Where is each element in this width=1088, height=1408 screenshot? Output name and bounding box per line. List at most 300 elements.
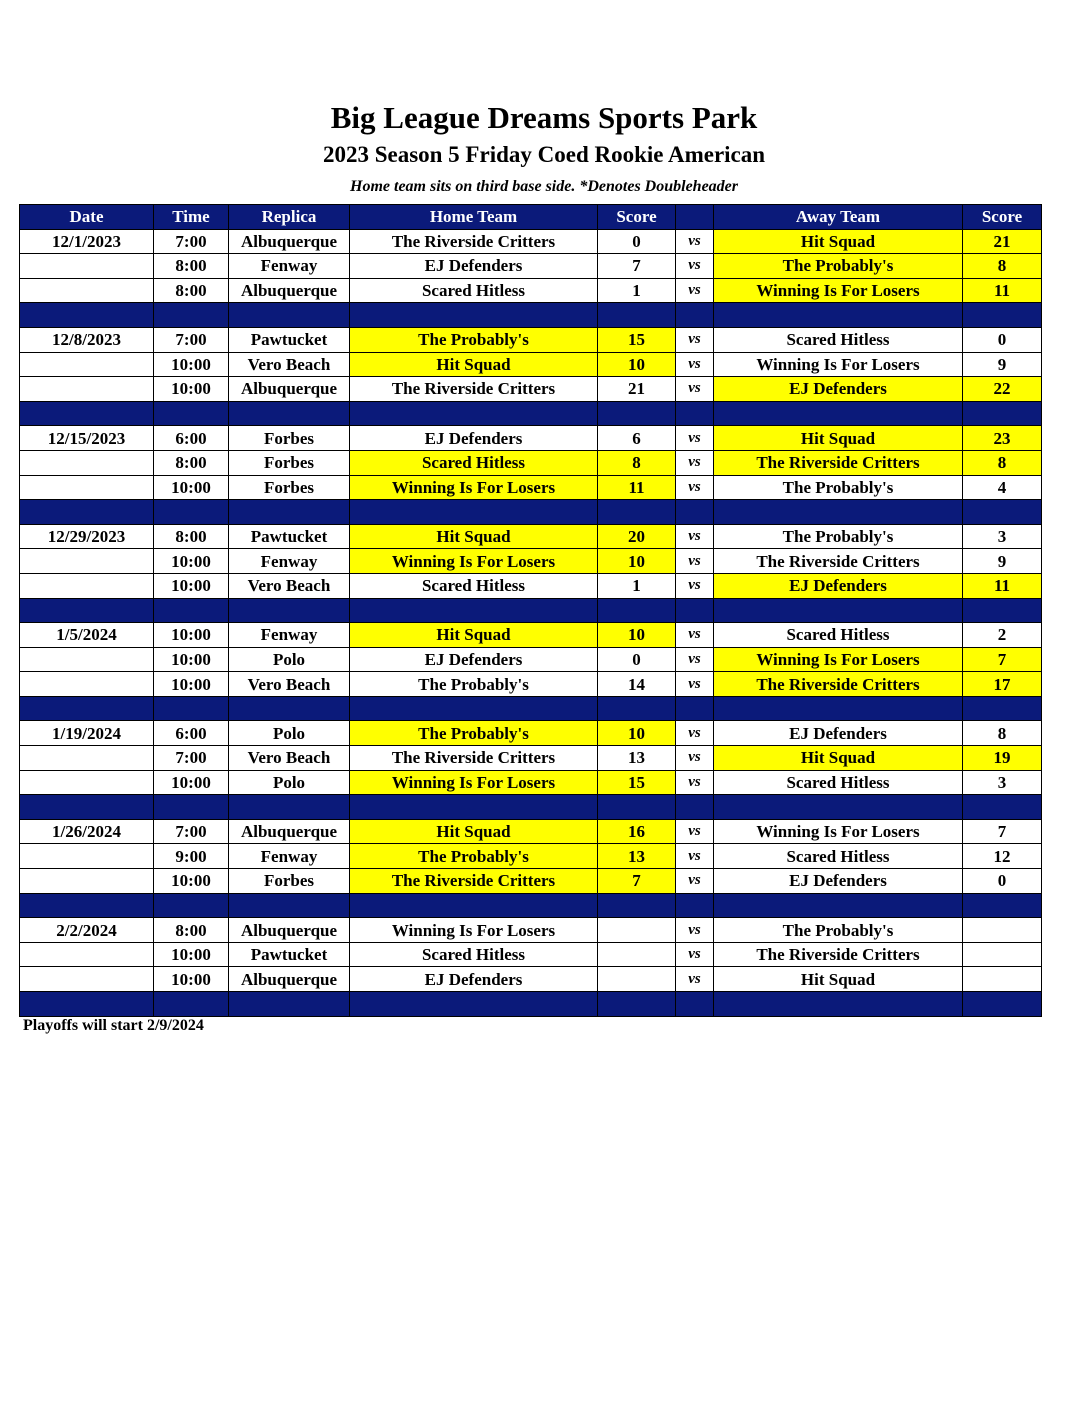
table-row — [20, 623, 1042, 648]
home-team-cell: The Riverside Critters — [350, 869, 598, 894]
vs-cell: vs — [676, 377, 714, 402]
away-score-cell: 23 — [963, 426, 1042, 451]
replica-cell: Albuquerque — [229, 918, 350, 943]
separator-row — [20, 992, 1042, 1017]
time-cell: 7:00 — [154, 819, 229, 844]
home-team-cell: Hit Squad — [350, 623, 598, 648]
replica-cell: Vero Beach — [229, 573, 350, 598]
home-score-cell: 13 — [598, 844, 676, 869]
home-team-cell: The Probably's — [350, 327, 598, 352]
table-row — [20, 672, 1042, 697]
vs-cell: vs — [676, 770, 714, 795]
col-header-home-team: Home Team — [350, 205, 598, 230]
separator-cell — [20, 598, 154, 623]
separator-cell — [598, 401, 676, 426]
table-row — [20, 746, 1042, 771]
separator-cell — [154, 401, 229, 426]
table-row — [20, 254, 1042, 279]
time-cell: 8:00 — [154, 524, 229, 549]
date-cell — [20, 647, 154, 672]
col-header-vs — [676, 205, 714, 230]
away-team-cell: EJ Defenders — [714, 377, 963, 402]
separator-cell — [963, 500, 1042, 525]
away-team-cell: The Riverside Critters — [714, 942, 963, 967]
vs-cell: vs — [676, 229, 714, 254]
home-score-cell: 1 — [598, 573, 676, 598]
date-cell — [20, 278, 154, 303]
date-cell — [20, 352, 154, 377]
away-team-cell: Winning Is For Losers — [714, 819, 963, 844]
away-score-cell: 22 — [963, 377, 1042, 402]
separator-cell — [229, 696, 350, 721]
home-score-cell: 8 — [598, 450, 676, 475]
table-row — [20, 942, 1042, 967]
schedule-table — [19, 204, 1042, 1017]
table-row — [20, 721, 1042, 746]
time-cell: 6:00 — [154, 426, 229, 451]
replica-cell: Albuquerque — [229, 278, 350, 303]
separator-cell — [714, 303, 963, 328]
date-cell — [20, 967, 154, 992]
separator-cell — [676, 401, 714, 426]
away-score-cell: 4 — [963, 475, 1042, 500]
separator-cell — [229, 598, 350, 623]
table-header-row — [20, 205, 1042, 230]
date-cell: 2/2/2024 — [20, 918, 154, 943]
date-cell: 12/1/2023 — [20, 229, 154, 254]
away-score-cell: 8 — [963, 254, 1042, 279]
away-team-cell: Scared Hitless — [714, 770, 963, 795]
table-row — [20, 918, 1042, 943]
home-score-cell: 10 — [598, 352, 676, 377]
table-row — [20, 450, 1042, 475]
home-score-cell: 7 — [598, 869, 676, 894]
home-team-cell: The Probably's — [350, 844, 598, 869]
home-team-cell: Scared Hitless — [350, 942, 598, 967]
vs-cell: vs — [676, 254, 714, 279]
separator-cell — [598, 303, 676, 328]
separator-cell — [20, 696, 154, 721]
vs-cell: vs — [676, 327, 714, 352]
table-row — [20, 549, 1042, 574]
away-score-cell: 19 — [963, 746, 1042, 771]
separator-cell — [676, 893, 714, 918]
time-cell: 10:00 — [154, 352, 229, 377]
away-team-cell: Hit Squad — [714, 967, 963, 992]
separator-row — [20, 598, 1042, 623]
vs-cell: vs — [676, 524, 714, 549]
away-team-cell: Scared Hitless — [714, 327, 963, 352]
replica-cell: Vero Beach — [229, 672, 350, 697]
away-score-cell: 0 — [963, 327, 1042, 352]
separator-cell — [714, 795, 963, 820]
replica-cell: Albuquerque — [229, 819, 350, 844]
home-score-cell: 10 — [598, 721, 676, 746]
replica-cell: Forbes — [229, 869, 350, 894]
separator-cell — [350, 500, 598, 525]
col-header-away-team: Away Team — [714, 205, 963, 230]
time-cell: 10:00 — [154, 573, 229, 598]
away-team-cell: The Probably's — [714, 254, 963, 279]
separator-row — [20, 696, 1042, 721]
separator-cell — [676, 795, 714, 820]
replica-cell: Albuquerque — [229, 229, 350, 254]
home-team-cell: Winning Is For Losers — [350, 475, 598, 500]
replica-cell: Pawtucket — [229, 327, 350, 352]
home-team-cell: EJ Defenders — [350, 426, 598, 451]
date-cell — [20, 672, 154, 697]
vs-cell: vs — [676, 672, 714, 697]
date-cell — [20, 844, 154, 869]
date-cell — [20, 254, 154, 279]
replica-cell: Polo — [229, 647, 350, 672]
separator-cell — [676, 598, 714, 623]
replica-cell: Vero Beach — [229, 352, 350, 377]
home-score-cell: 15 — [598, 327, 676, 352]
away-team-cell: The Probably's — [714, 524, 963, 549]
home-score-cell: 7 — [598, 254, 676, 279]
table-row — [20, 573, 1042, 598]
vs-cell: vs — [676, 844, 714, 869]
replica-cell: Albuquerque — [229, 377, 350, 402]
away-score-cell: 11 — [963, 573, 1042, 598]
home-team-cell: The Probably's — [350, 672, 598, 697]
table-row — [20, 647, 1042, 672]
home-team-cell: The Riverside Critters — [350, 377, 598, 402]
vs-cell: vs — [676, 746, 714, 771]
away-team-cell: EJ Defenders — [714, 573, 963, 598]
table-row — [20, 278, 1042, 303]
away-team-cell: Hit Squad — [714, 426, 963, 451]
separator-cell — [963, 303, 1042, 328]
time-cell: 10:00 — [154, 475, 229, 500]
date-cell: 1/19/2024 — [20, 721, 154, 746]
home-score-cell: 15 — [598, 770, 676, 795]
vs-cell: vs — [676, 942, 714, 967]
replica-cell: Pawtucket — [229, 524, 350, 549]
separator-cell — [598, 992, 676, 1017]
separator-cell — [963, 992, 1042, 1017]
home-team-cell: Hit Squad — [350, 819, 598, 844]
vs-cell: vs — [676, 819, 714, 844]
away-team-cell: The Probably's — [714, 918, 963, 943]
time-cell: 10:00 — [154, 672, 229, 697]
vs-cell: vs — [676, 721, 714, 746]
away-score-cell: 7 — [963, 819, 1042, 844]
table-row — [20, 475, 1042, 500]
replica-cell: Pawtucket — [229, 942, 350, 967]
home-team-cell: EJ Defenders — [350, 967, 598, 992]
separator-cell — [350, 303, 598, 328]
replica-cell: Polo — [229, 770, 350, 795]
separator-cell — [714, 992, 963, 1017]
table-row — [20, 524, 1042, 549]
separator-cell — [154, 696, 229, 721]
away-score-cell: 2 — [963, 623, 1042, 648]
time-cell: 10:00 — [154, 623, 229, 648]
separator-cell — [598, 598, 676, 623]
time-cell: 10:00 — [154, 967, 229, 992]
separator-cell — [350, 598, 598, 623]
away-team-cell: Scared Hitless — [714, 844, 963, 869]
date-cell — [20, 549, 154, 574]
home-score-cell: 11 — [598, 475, 676, 500]
home-score-cell: 13 — [598, 746, 676, 771]
separator-cell — [20, 303, 154, 328]
away-team-cell: Winning Is For Losers — [714, 278, 963, 303]
vs-cell: vs — [676, 426, 714, 451]
home-team-cell: Winning Is For Losers — [350, 770, 598, 795]
separator-cell — [229, 893, 350, 918]
separator-cell — [350, 992, 598, 1017]
away-score-cell: 12 — [963, 844, 1042, 869]
separator-cell — [676, 303, 714, 328]
separator-cell — [229, 500, 350, 525]
time-cell: 8:00 — [154, 278, 229, 303]
separator-cell — [154, 992, 229, 1017]
table-row — [20, 327, 1042, 352]
vs-cell: vs — [676, 869, 714, 894]
separator-row — [20, 303, 1042, 328]
home-score-cell: 10 — [598, 623, 676, 648]
separator-cell — [714, 893, 963, 918]
col-header-time: Time — [154, 205, 229, 230]
separator-cell — [350, 893, 598, 918]
col-header-date: Date — [20, 205, 154, 230]
home-team-cell: The Riverside Critters — [350, 746, 598, 771]
playoffs-note: Playoffs will start 2/9/2024 — [23, 1017, 204, 1034]
home-score-cell — [598, 918, 676, 943]
schedule-body — [20, 229, 1042, 1016]
home-team-cell: Winning Is For Losers — [350, 549, 598, 574]
separator-cell — [350, 795, 598, 820]
replica-cell: Vero Beach — [229, 746, 350, 771]
date-cell — [20, 377, 154, 402]
separator-cell — [963, 893, 1042, 918]
date-cell — [20, 942, 154, 967]
page-title: Big League Dreams Sports Park — [330, 100, 758, 135]
date-cell: 1/5/2024 — [20, 623, 154, 648]
separator-cell — [20, 795, 154, 820]
replica-cell: Polo — [229, 721, 350, 746]
home-team-cell: Scared Hitless — [350, 278, 598, 303]
table-row — [20, 426, 1042, 451]
date-cell — [20, 475, 154, 500]
home-score-cell: 16 — [598, 819, 676, 844]
separator-cell — [229, 795, 350, 820]
home-team-cell: Winning Is For Losers — [350, 918, 598, 943]
date-cell — [20, 450, 154, 475]
replica-cell: Forbes — [229, 426, 350, 451]
home-score-cell: 21 — [598, 377, 676, 402]
separator-cell — [598, 795, 676, 820]
home-team-cell: Hit Squad — [350, 524, 598, 549]
home-score-cell: 6 — [598, 426, 676, 451]
home-team-cell: The Riverside Critters — [350, 229, 598, 254]
separator-cell — [229, 401, 350, 426]
separator-cell — [229, 992, 350, 1017]
col-header-replica: Replica — [229, 205, 350, 230]
separator-cell — [154, 500, 229, 525]
vs-cell: vs — [676, 918, 714, 943]
time-cell: 9:00 — [154, 844, 229, 869]
separator-cell — [963, 598, 1042, 623]
vs-cell: vs — [676, 450, 714, 475]
replica-cell: Albuquerque — [229, 967, 350, 992]
vs-cell: vs — [676, 623, 714, 648]
page-subtitle: 2023 Season 5 Friday Coed Rookie American — [322, 142, 766, 167]
away-score-cell: 9 — [963, 352, 1042, 377]
date-cell: 12/8/2023 — [20, 327, 154, 352]
time-cell: 7:00 — [154, 229, 229, 254]
vs-cell: vs — [676, 475, 714, 500]
vs-cell: vs — [676, 573, 714, 598]
away-score-cell: 0 — [963, 869, 1042, 894]
away-team-cell: EJ Defenders — [714, 721, 963, 746]
separator-cell — [714, 500, 963, 525]
date-cell — [20, 746, 154, 771]
away-score-cell — [963, 967, 1042, 992]
home-score-cell: 10 — [598, 549, 676, 574]
away-team-cell: Hit Squad — [714, 229, 963, 254]
table-row — [20, 844, 1042, 869]
date-cell: 1/26/2024 — [20, 819, 154, 844]
home-score-cell: 0 — [598, 647, 676, 672]
replica-cell: Fenway — [229, 623, 350, 648]
separator-cell — [154, 795, 229, 820]
separator-row — [20, 500, 1042, 525]
page-note: Home team sits on third base side. *Denotes Doubleheader — [350, 178, 738, 195]
away-score-cell: 11 — [963, 278, 1042, 303]
separator-cell — [20, 893, 154, 918]
vs-cell: vs — [676, 647, 714, 672]
away-team-cell: Hit Squad — [714, 746, 963, 771]
time-cell: 7:00 — [154, 327, 229, 352]
replica-cell: Forbes — [229, 475, 350, 500]
time-cell: 6:00 — [154, 721, 229, 746]
time-cell: 8:00 — [154, 450, 229, 475]
separator-cell — [963, 401, 1042, 426]
time-cell: 10:00 — [154, 549, 229, 574]
away-score-cell: 7 — [963, 647, 1042, 672]
home-score-cell: 20 — [598, 524, 676, 549]
replica-cell: Fenway — [229, 549, 350, 574]
separator-cell — [598, 893, 676, 918]
table-row — [20, 819, 1042, 844]
home-score-cell: 1 — [598, 278, 676, 303]
time-cell: 10:00 — [154, 869, 229, 894]
separator-row — [20, 401, 1042, 426]
away-score-cell: 21 — [963, 229, 1042, 254]
col-header-home-score: Score — [598, 205, 676, 230]
time-cell: 10:00 — [154, 942, 229, 967]
vs-cell: vs — [676, 352, 714, 377]
time-cell: 8:00 — [154, 918, 229, 943]
home-team-cell: EJ Defenders — [350, 254, 598, 279]
away-score-cell: 8 — [963, 721, 1042, 746]
separator-cell — [714, 401, 963, 426]
time-cell: 10:00 — [154, 647, 229, 672]
away-team-cell: The Probably's — [714, 475, 963, 500]
separator-cell — [676, 500, 714, 525]
replica-cell: Fenway — [229, 844, 350, 869]
time-cell: 8:00 — [154, 254, 229, 279]
time-cell: 10:00 — [154, 770, 229, 795]
separator-cell — [714, 598, 963, 623]
separator-cell — [154, 598, 229, 623]
away-score-cell: 3 — [963, 770, 1042, 795]
away-score-cell — [963, 942, 1042, 967]
time-cell: 10:00 — [154, 377, 229, 402]
away-score-cell: 3 — [963, 524, 1042, 549]
away-team-cell: Scared Hitless — [714, 623, 963, 648]
home-score-cell — [598, 942, 676, 967]
vs-cell: vs — [676, 278, 714, 303]
home-score-cell: 0 — [598, 229, 676, 254]
away-score-cell — [963, 918, 1042, 943]
separator-cell — [20, 992, 154, 1017]
date-cell — [20, 770, 154, 795]
table-row — [20, 377, 1042, 402]
vs-cell: vs — [676, 549, 714, 574]
separator-row — [20, 795, 1042, 820]
date-cell — [20, 573, 154, 598]
separator-cell — [154, 893, 229, 918]
away-team-cell: The Riverside Critters — [714, 450, 963, 475]
separator-cell — [963, 696, 1042, 721]
replica-cell: Forbes — [229, 450, 350, 475]
table-row — [20, 967, 1042, 992]
replica-cell: Fenway — [229, 254, 350, 279]
home-score-cell: 14 — [598, 672, 676, 697]
table-row — [20, 869, 1042, 894]
away-score-cell: 17 — [963, 672, 1042, 697]
vs-cell: vs — [676, 967, 714, 992]
table-row — [20, 352, 1042, 377]
table-row — [20, 770, 1042, 795]
separator-cell — [714, 696, 963, 721]
home-team-cell: Scared Hitless — [350, 573, 598, 598]
separator-cell — [598, 696, 676, 721]
away-score-cell: 9 — [963, 549, 1042, 574]
away-team-cell: Winning Is For Losers — [714, 352, 963, 377]
separator-cell — [676, 992, 714, 1017]
separator-row — [20, 893, 1042, 918]
separator-cell — [350, 696, 598, 721]
separator-cell — [154, 303, 229, 328]
col-header-away-score: Score — [963, 205, 1042, 230]
home-team-cell: Hit Squad — [350, 352, 598, 377]
home-team-cell: The Probably's — [350, 721, 598, 746]
home-score-cell — [598, 967, 676, 992]
separator-cell — [598, 500, 676, 525]
home-team-cell: Scared Hitless — [350, 450, 598, 475]
away-team-cell: The Riverside Critters — [714, 672, 963, 697]
table-row — [20, 229, 1042, 254]
separator-cell — [20, 401, 154, 426]
separator-cell — [20, 500, 154, 525]
home-team-cell: EJ Defenders — [350, 647, 598, 672]
date-cell: 12/15/2023 — [20, 426, 154, 451]
separator-cell — [963, 795, 1042, 820]
date-cell — [20, 869, 154, 894]
away-team-cell: The Riverside Critters — [714, 549, 963, 574]
away-score-cell: 8 — [963, 450, 1042, 475]
separator-cell — [676, 696, 714, 721]
away-team-cell: EJ Defenders — [714, 869, 963, 894]
away-team-cell: Winning Is For Losers — [714, 647, 963, 672]
separator-cell — [350, 401, 598, 426]
